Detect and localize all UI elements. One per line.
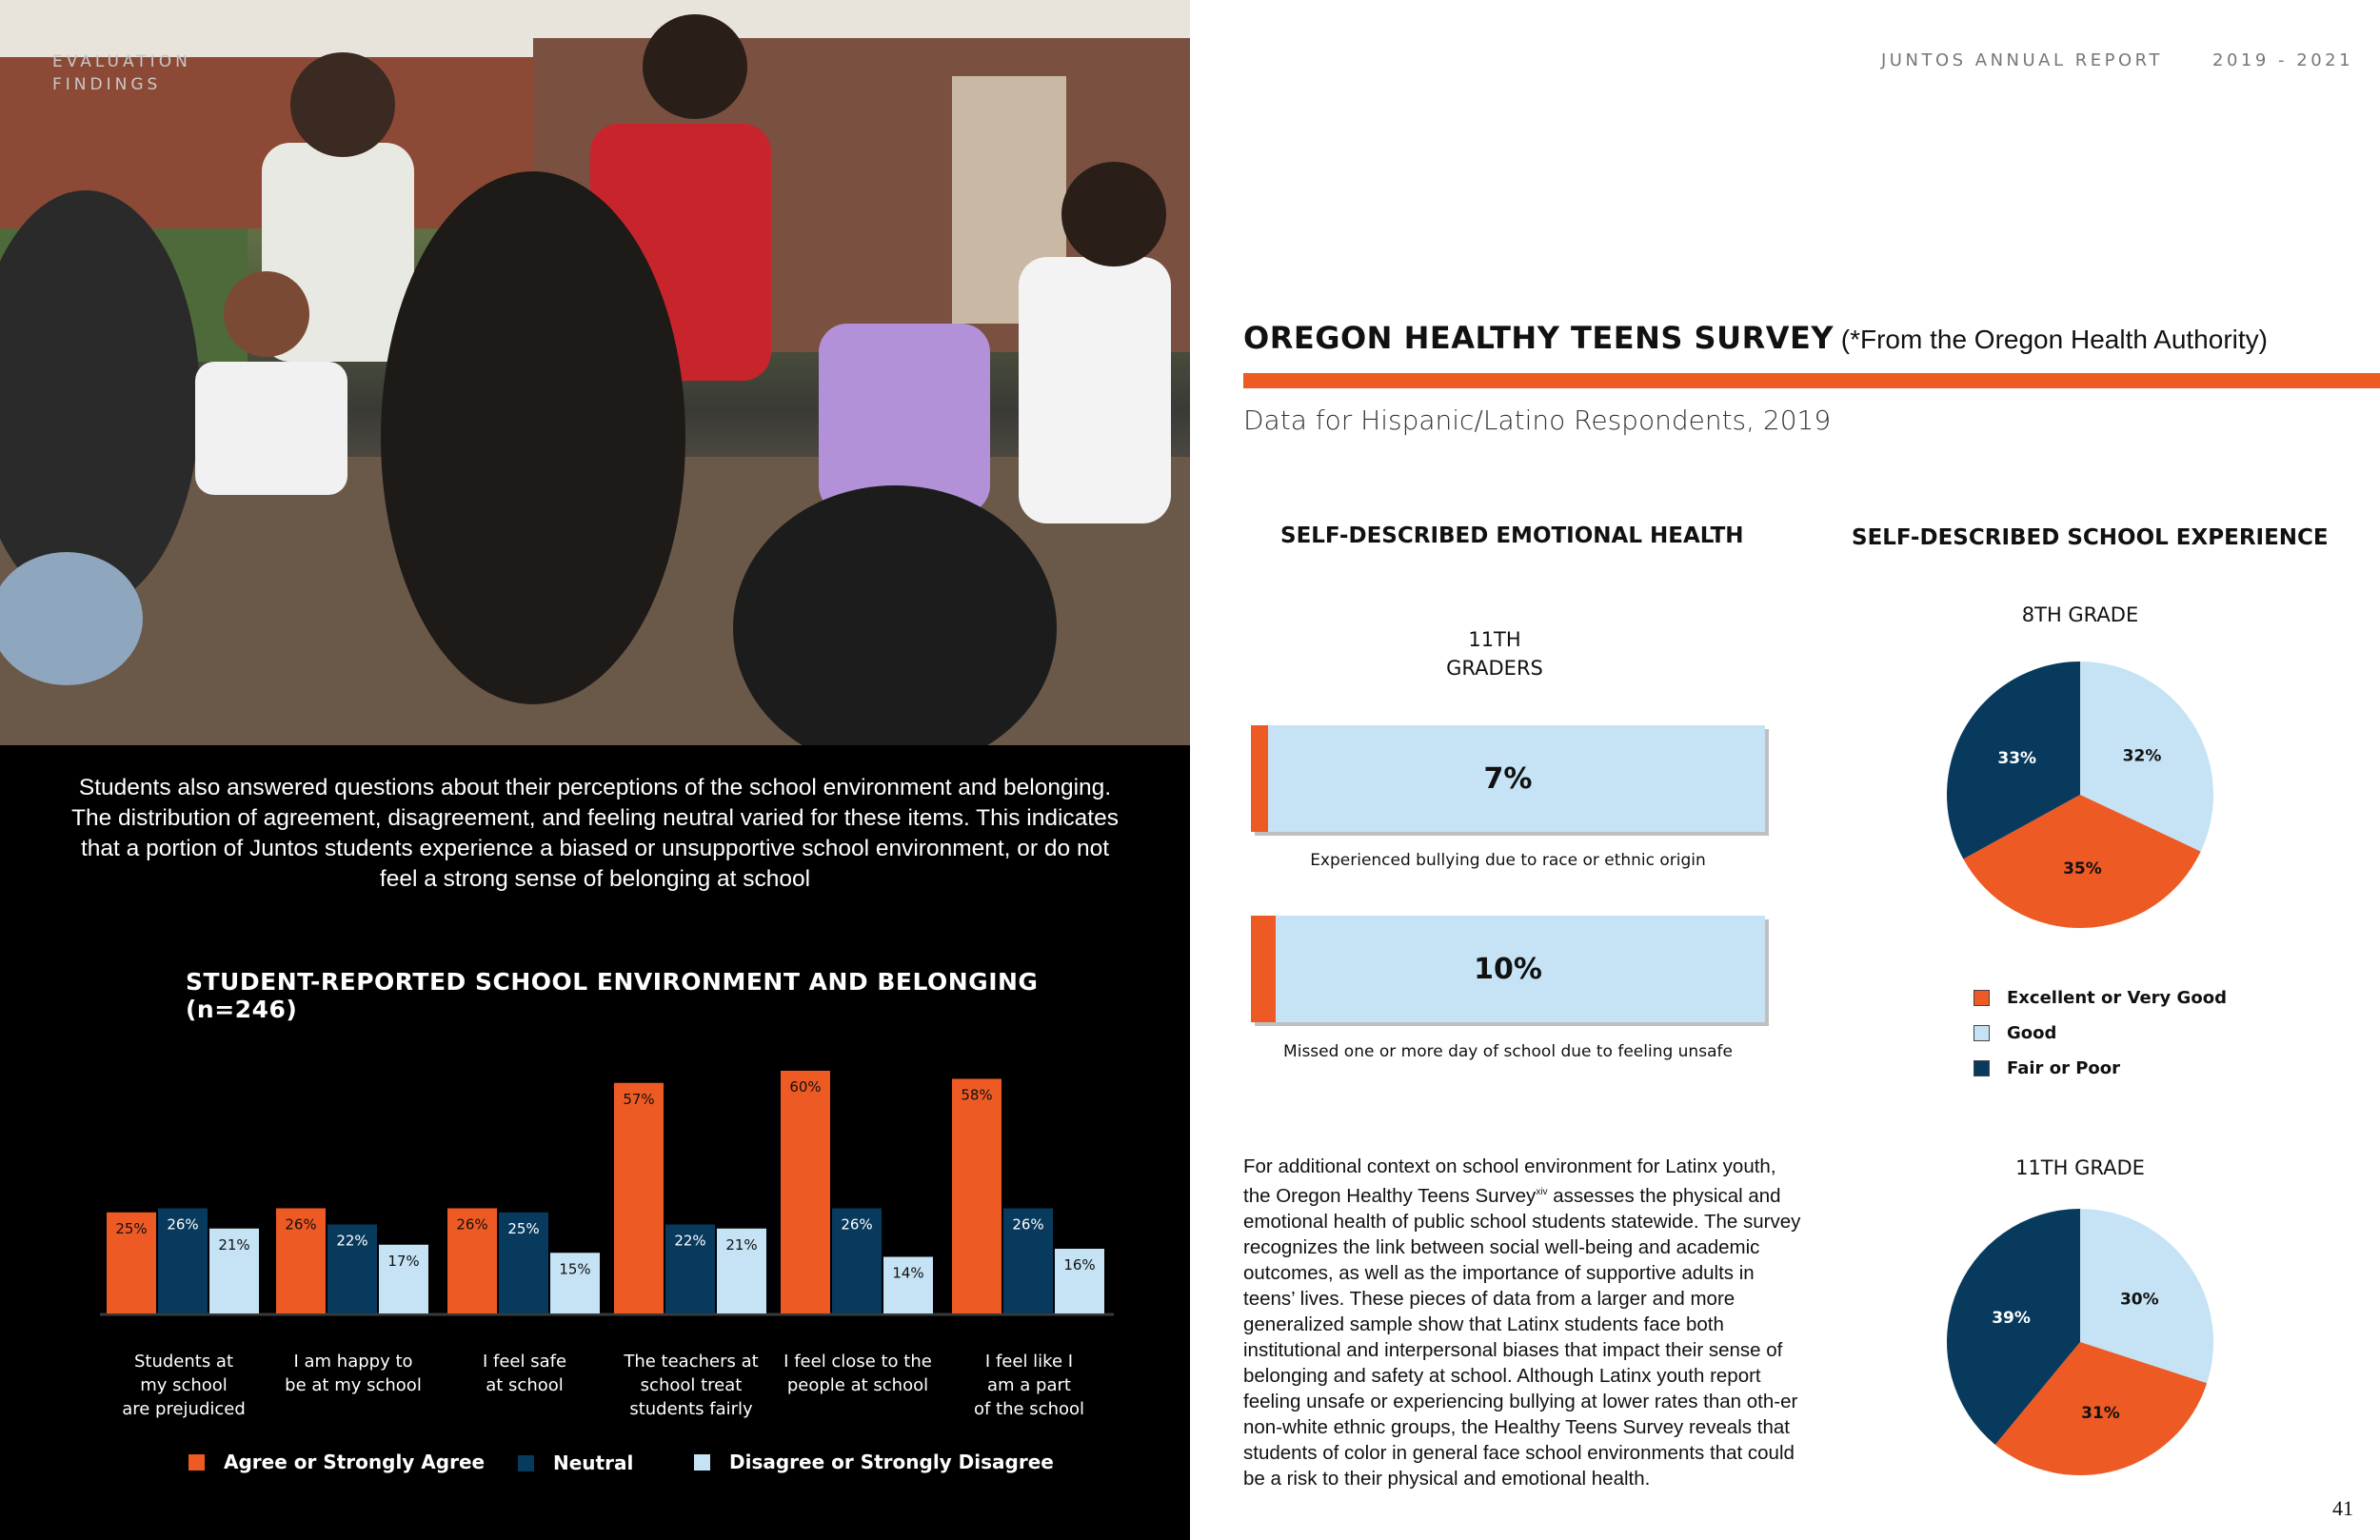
pie11-slice-label-2: 30% bbox=[2119, 1290, 2159, 1310]
category-label-4-line-3: students fairly bbox=[629, 1399, 753, 1419]
pie-legend-label-excellent: Excellent or Very Good bbox=[2007, 988, 2227, 1008]
pie8-slice-label-2: 32% bbox=[2122, 746, 2162, 766]
pie11-slice-label-3: 39% bbox=[1992, 1308, 2031, 1328]
bar-label-4-3: 21% bbox=[725, 1235, 758, 1254]
category-label-1-line-3: are prejudiced bbox=[122, 1399, 246, 1419]
legend-swatch-neutral bbox=[518, 1455, 534, 1471]
category-label-3-line-1: I feel safe bbox=[482, 1352, 567, 1372]
category-label-1-line-2: my school bbox=[140, 1375, 228, 1395]
bar-label-1-2: 26% bbox=[167, 1215, 199, 1234]
emotional-health-heading: SELF-DESCRIBED EMOTIONAL HEALTH bbox=[1280, 523, 1744, 548]
survey-title bbox=[1243, 320, 2268, 356]
chart-title: STUDENT-REPORTED SCHOOL ENVIRONMENT AND BELONGING (n=246) bbox=[186, 968, 1039, 1023]
header-report-title: JUNTOS ANNUAL REPORT bbox=[1881, 50, 2163, 70]
footnote-ref: xiv bbox=[1536, 1187, 1548, 1197]
orange-rule bbox=[1243, 373, 2380, 388]
grade8-pie-chart bbox=[1942, 657, 2218, 933]
bar-4-1 bbox=[614, 1083, 664, 1313]
survey-title-main: OREGON HEALTHY TEENS SURVEY bbox=[1243, 320, 1834, 356]
pie-legend-label-fair: Fair or Poor bbox=[2007, 1058, 2121, 1078]
pie-legend-fair bbox=[1973, 1058, 2120, 1078]
bar-label-3-3: 15% bbox=[559, 1260, 591, 1278]
bullying-bar-value: 7% bbox=[1483, 761, 1533, 796]
bar-label-5-1: 60% bbox=[789, 1078, 822, 1096]
category-label-2-line-2: be at my school bbox=[285, 1375, 422, 1395]
pie8-slice-label-1: 35% bbox=[2063, 859, 2102, 879]
bar-label-2-2: 22% bbox=[336, 1232, 368, 1250]
grade11-pie-chart bbox=[1942, 1204, 2218, 1480]
students-photo bbox=[0, 0, 1190, 745]
bar-label-3-2: 25% bbox=[507, 1219, 540, 1237]
body-text-part-b: assesses the physical and emotional health of public school students statewide. The survey recognizes the link between social well-being and academic outcomes, as well as the importance of supportive adults in teens’ lives. These pieces of data from a larger and more generalized sample show that Latinx students face both institutional and interpersonal biases that impact their sense of belonging and safety at school. Although Latinx youth report feeling unsafe or experiencing bullying at lower rates than oth-er non-white ethnic groups, the Healthy Teens Survey reveals that students of color in general face school environments that could be a risk to their physical and emotional health. bbox=[1243, 1184, 1801, 1490]
pie-legend-swatch-fair bbox=[1973, 1060, 1990, 1076]
students-photo-illustration bbox=[0, 0, 1190, 745]
pie11-slice-label-1: 31% bbox=[2081, 1403, 2120, 1423]
belonging-bar-chart bbox=[0, 1047, 1190, 1494]
bar-label-1-1: 25% bbox=[115, 1219, 148, 1237]
unsafe-bar-caption: Missed one or more day of school due to feeling unsafe bbox=[1283, 1042, 1733, 1061]
pie-legend-swatch-good bbox=[1973, 1025, 1990, 1041]
bar-label-2-3: 17% bbox=[387, 1252, 420, 1270]
category-label-6-line-1: I feel like I bbox=[984, 1352, 1074, 1372]
unsafe-bar bbox=[1251, 916, 1765, 1022]
bar-label-4-1: 57% bbox=[623, 1090, 655, 1108]
pie8-slice-label-3: 33% bbox=[1997, 748, 2037, 768]
category-label-4-line-2: school treat bbox=[640, 1375, 743, 1395]
legend-disagree bbox=[694, 1451, 1054, 1473]
bar-label-5-3: 14% bbox=[892, 1264, 924, 1282]
page-number: 41 bbox=[2332, 1496, 2353, 1520]
intro-paragraph: Students also answered questions about their perceptions of the school environment and belonging. The distribution of agreement, disagreement, and feeling neutral varied for these items. This indicates that a portion of Juntos students experience a biased or unsupportive school environment, or do not feel a strong sense of belonging at school bbox=[71, 775, 1119, 892]
category-label-6-line-2: am a part bbox=[987, 1375, 1071, 1395]
unsafe-bar-value: 10% bbox=[1474, 952, 1542, 986]
category-label-2-line-1: I am happy to bbox=[293, 1352, 413, 1372]
pie-legend-label-good: Good bbox=[2007, 1023, 2057, 1043]
bar-label-2-1: 26% bbox=[285, 1215, 317, 1234]
survey-title-source: (*From the Oregon Health Authority) bbox=[1834, 325, 2268, 354]
category-label-3-line-2: at school bbox=[486, 1375, 564, 1395]
bar-label-6-3: 16% bbox=[1063, 1256, 1096, 1273]
legend-label-disagree: Disagree or Strongly Disagree bbox=[729, 1451, 1054, 1473]
legend-neutral bbox=[518, 1451, 633, 1474]
legend-swatch-disagree bbox=[694, 1454, 710, 1471]
legend-label-agree: Agree or Strongly Agree bbox=[224, 1451, 486, 1473]
grade11-label: 11TH GRADE bbox=[2015, 1156, 2145, 1179]
bar-label-3-1: 26% bbox=[456, 1215, 488, 1234]
body-text-part-a: For additional context on school environment for Latinx youth, the Oregon Healthy Teens Survey bbox=[1243, 1155, 1776, 1207]
bullying-bar bbox=[1251, 725, 1765, 832]
bullying-bar-caption: Experienced bullying due to race or ethnic origin bbox=[1310, 851, 1706, 870]
pie-legend-swatch-excellent bbox=[1973, 990, 1990, 1006]
grade8-label: 8TH GRADE bbox=[2021, 603, 2139, 626]
category-label-4-line-1: The teachers at bbox=[624, 1352, 759, 1372]
category-label-5-line-2: people at school bbox=[786, 1375, 929, 1395]
section-label: EVALUATION FINDINGS bbox=[52, 52, 191, 94]
survey-subtitle: Data for Hispanic/Latino Respondents, 2019 bbox=[1243, 405, 1832, 436]
category-label-6-line-3: of the school bbox=[973, 1399, 1085, 1419]
bar-5-1 bbox=[781, 1071, 830, 1313]
bar-label-6-2: 26% bbox=[1012, 1215, 1044, 1234]
school-experience-heading: SELF-DESCRIBED SCHOOL EXPERIENCE bbox=[1852, 525, 2329, 550]
bar-label-1-3: 21% bbox=[218, 1235, 250, 1254]
pie-legend-good bbox=[1973, 1023, 2056, 1043]
category-label-5-line-1: I feel close to the bbox=[783, 1352, 932, 1372]
header-years: 2019 - 2021 bbox=[2212, 50, 2354, 70]
bar-label-5-2: 26% bbox=[841, 1215, 873, 1234]
pie-legend-excellent bbox=[1973, 988, 2227, 1008]
legend-agree bbox=[188, 1451, 485, 1473]
bar-6-1 bbox=[952, 1079, 1002, 1314]
bar-label-6-1: 58% bbox=[961, 1086, 993, 1104]
legend-swatch-agree bbox=[188, 1454, 205, 1471]
legend-label-neutral: Neutral bbox=[553, 1451, 634, 1474]
body-paragraph bbox=[1243, 1154, 1805, 1491]
bar-label-4-2: 22% bbox=[674, 1232, 706, 1250]
graders-label: 11TH GRADERS bbox=[1446, 628, 1543, 680]
category-label-1-line-1: Students at bbox=[133, 1352, 234, 1372]
